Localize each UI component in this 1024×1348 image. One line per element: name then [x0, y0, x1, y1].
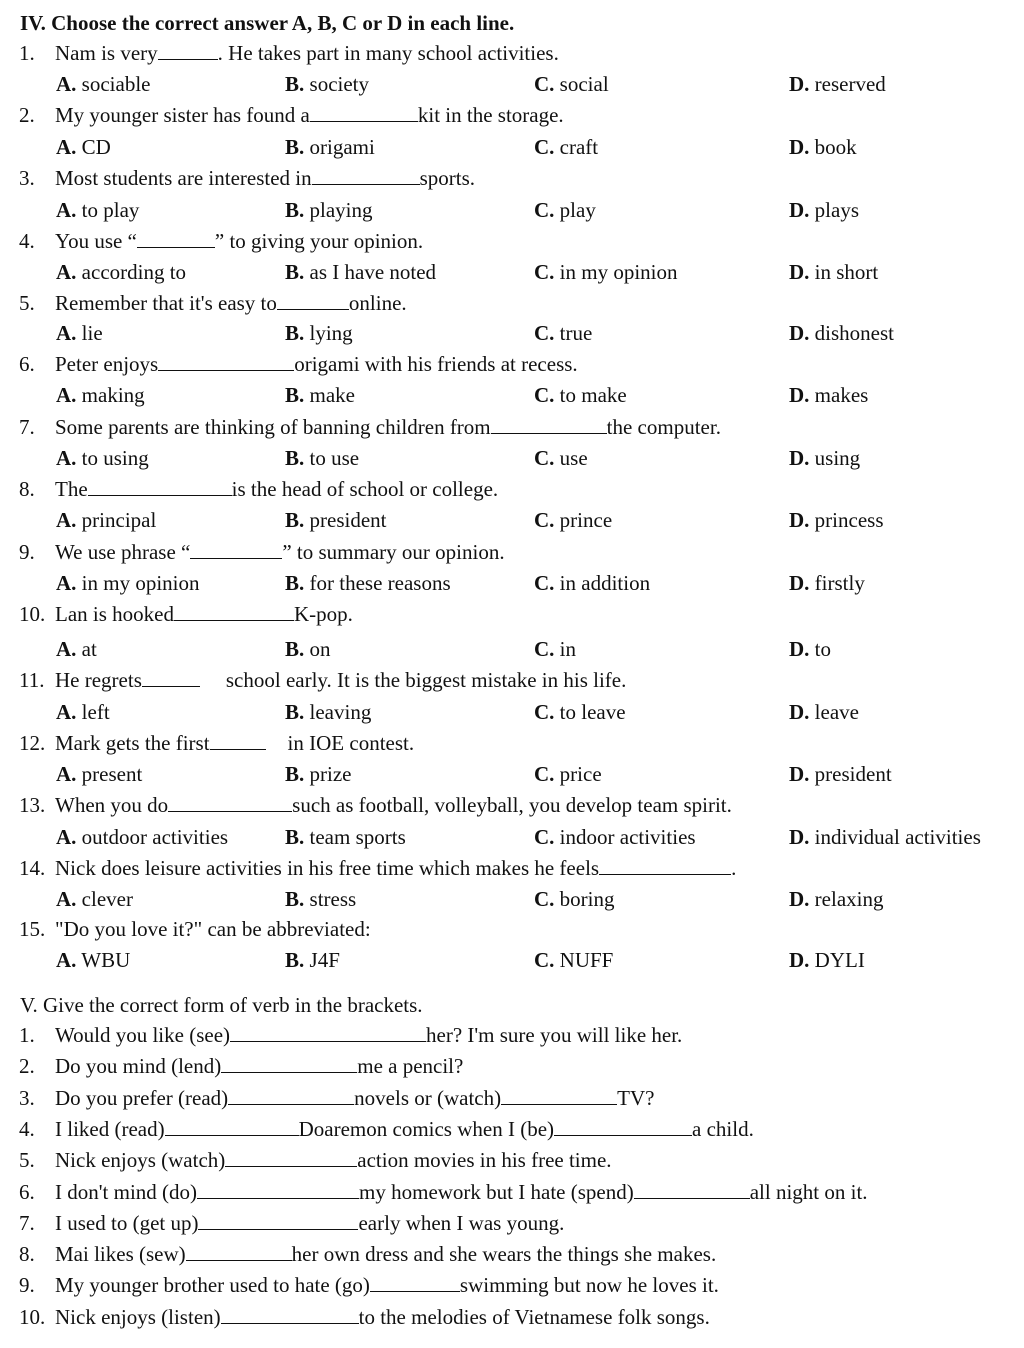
option-c[interactable]: C. use — [534, 446, 588, 470]
option-b[interactable]: B. team sports — [285, 825, 406, 849]
section-4-title: IV. Choose the correct answer A, B, C or D in each line. — [20, 11, 515, 35]
question-number: 7. — [19, 415, 35, 439]
question-number: 1. — [19, 41, 35, 65]
option-d[interactable]: D. reserved — [789, 72, 886, 96]
answer-blank[interactable] — [88, 477, 232, 496]
option-b[interactable]: B. stress — [285, 887, 357, 911]
question-number: 5. — [19, 291, 35, 315]
item-number: 1. — [19, 1023, 35, 1047]
option-b[interactable]: B. prize — [285, 762, 352, 786]
option-c[interactable]: C. prince — [534, 508, 613, 532]
option-a[interactable]: A. WBU — [56, 948, 131, 972]
answer-blank[interactable] — [370, 1273, 460, 1292]
option-d[interactable]: D. president — [789, 762, 892, 786]
option-b[interactable]: B. as I have noted — [285, 260, 437, 284]
option-b[interactable]: B. for these reasons — [285, 571, 451, 595]
item-text: Do you prefer (read) novels or (watch) TV? — [55, 1086, 655, 1110]
option-a[interactable]: A. present — [56, 762, 143, 786]
option-d[interactable]: D. princess — [789, 508, 884, 532]
question-number: 4. — [19, 229, 35, 253]
item-text: Nick enjoys (listen) to the melodies of Vietnamese folk songs. — [55, 1305, 710, 1329]
option-b[interactable]: B. lying — [285, 321, 353, 345]
question-number: 11. — [19, 668, 45, 692]
option-a[interactable]: A. left — [56, 700, 110, 724]
option-d[interactable]: D. DYLI — [789, 948, 865, 972]
option-a[interactable]: A. making — [56, 383, 145, 407]
item-number: 7. — [19, 1211, 35, 1235]
answer-blank[interactable] — [210, 731, 266, 750]
item-text: I liked (read) Doaremon comics when I (be) a child. — [55, 1117, 754, 1141]
question-text: Nam is very . He takes part in many school activities. — [55, 41, 559, 65]
question-text: Peter enjoys origami with his friends at recess. — [55, 352, 578, 376]
answer-blank[interactable] — [554, 1117, 692, 1136]
option-c[interactable]: C. social — [534, 72, 609, 96]
option-d[interactable]: D. firstly — [789, 571, 865, 595]
answer-blank[interactable] — [310, 103, 418, 122]
question-text: When you do such as football, volleyball, you develop team spirit. — [55, 793, 732, 817]
option-a[interactable]: A. to using — [56, 446, 149, 470]
option-a[interactable]: A. outdoor activities — [56, 825, 229, 849]
item-text: I don't mind (do) my homework but I hate (spend) all night on it. — [55, 1180, 868, 1204]
option-b[interactable]: B. J4F — [285, 948, 340, 972]
question-number: 15. — [19, 917, 46, 941]
option-d[interactable]: D. using — [789, 446, 861, 470]
answer-blank[interactable] — [228, 1086, 354, 1105]
answer-blank[interactable] — [221, 1054, 357, 1073]
option-d[interactable]: D. to — [789, 637, 832, 661]
question-text: Mark gets the first in IOE contest. — [55, 731, 415, 755]
option-c[interactable]: C. true — [534, 321, 593, 345]
option-c[interactable]: C. in my opinion — [534, 260, 678, 284]
question-number: 13. — [19, 793, 46, 817]
question-text: He regrets school early. It is the biggest mistake in his life. — [55, 668, 627, 692]
answer-blank[interactable] — [186, 1242, 292, 1261]
item-text: Mai likes (sew) her own dress and she wears the things she makes. — [55, 1242, 717, 1266]
answer-blank[interactable] — [221, 1305, 359, 1324]
option-c[interactable]: C. NUFF — [534, 948, 614, 972]
question-text: The is the head of school or college. — [55, 477, 499, 501]
answer-blank[interactable] — [501, 1086, 617, 1105]
item-text: Do you mind (lend) me a pencil? — [55, 1054, 464, 1078]
question-text: Remember that it's easy to online. — [55, 291, 407, 315]
option-a[interactable]: A. clever — [56, 887, 133, 911]
question-text: Some parents are thinking of banning children from the computer. — [55, 415, 721, 439]
question-text: My younger sister has found a kit in the storage. — [55, 103, 564, 127]
item-number: 5. — [19, 1148, 35, 1172]
item-text: My younger brother used to hate (go) swimming but now he loves it. — [55, 1273, 719, 1297]
answer-blank[interactable] — [168, 793, 292, 812]
question-text: Nick does leisure activities in his free time which makes he feels . — [55, 856, 737, 880]
answer-blank[interactable] — [198, 1211, 358, 1230]
option-c[interactable]: C. price — [534, 762, 602, 786]
option-b[interactable]: B. origami — [285, 135, 375, 159]
option-a[interactable]: A. sociable — [56, 72, 151, 96]
option-d[interactable]: D. relaxing — [789, 887, 884, 911]
question-number: 9. — [19, 540, 35, 564]
answer-blank[interactable] — [599, 856, 731, 875]
option-a[interactable]: A. principal — [56, 508, 157, 532]
option-b[interactable]: B. on — [285, 637, 331, 661]
option-c[interactable]: C. craft — [534, 135, 599, 159]
question-number: 3. — [19, 166, 35, 190]
answer-blank[interactable] — [312, 166, 420, 185]
question-number: 12. — [19, 731, 46, 755]
question-number: 2. — [19, 103, 35, 127]
option-c[interactable]: C. to leave — [534, 700, 626, 724]
option-c[interactable]: C. boring — [534, 887, 615, 911]
item-text: Nick enjoys (watch) action movies in his free time. — [55, 1148, 612, 1172]
option-a[interactable]: A. in my opinion — [56, 571, 200, 595]
item-number: 8. — [19, 1242, 35, 1266]
option-a[interactable]: A. at — [56, 637, 97, 661]
option-d[interactable]: D. individual activities — [789, 825, 981, 849]
option-d[interactable]: D. leave — [789, 700, 859, 724]
option-b[interactable]: B. president — [285, 508, 387, 532]
question-number: 8. — [19, 477, 35, 501]
option-b[interactable]: B. society — [285, 72, 369, 96]
answer-blank[interactable] — [142, 668, 200, 687]
question-text: We use phrase “ ” to summary our opinion. — [55, 540, 505, 564]
answer-blank[interactable] — [165, 1117, 299, 1136]
question-text: Lan is hooked K-pop. — [55, 602, 353, 626]
option-d[interactable]: D. dishonest — [789, 321, 895, 345]
option-d[interactable]: D. plays — [789, 198, 859, 222]
option-a[interactable]: A. according to — [56, 260, 187, 284]
item-number: 4. — [19, 1117, 35, 1141]
item-text: I used to (get up) early when I was young. — [55, 1211, 565, 1235]
question-number: 6. — [19, 352, 35, 376]
option-b[interactable]: B. leaving — [285, 700, 372, 724]
answer-blank[interactable] — [197, 1180, 359, 1199]
answer-blank[interactable] — [158, 352, 294, 371]
option-c[interactable]: C. play — [534, 198, 596, 222]
answer-blank[interactable] — [491, 415, 607, 434]
question-number: 14. — [19, 856, 46, 880]
question-text: You use “ ” to giving your opinion. — [55, 229, 424, 253]
option-d[interactable]: D. in short — [789, 260, 879, 284]
option-d[interactable]: D. makes — [789, 383, 869, 407]
answer-blank[interactable] — [277, 291, 349, 310]
option-b[interactable]: B. playing — [285, 198, 373, 222]
option-c[interactable]: C. in — [534, 637, 577, 661]
option-c[interactable]: C. to make — [534, 383, 627, 407]
answer-blank[interactable] — [190, 540, 282, 559]
answer-blank[interactable] — [230, 1023, 426, 1042]
answer-blank[interactable] — [137, 229, 215, 248]
option-c[interactable]: C. in addition — [534, 571, 651, 595]
section-5-title: V. Give the correct form of verb in the brackets. — [20, 993, 423, 1017]
item-number: 3. — [19, 1086, 35, 1110]
item-number: 10. — [19, 1305, 46, 1329]
question-text: Most students are interested in sports. — [55, 166, 476, 190]
option-c[interactable]: C. indoor activities — [534, 825, 696, 849]
item-number: 6. — [19, 1180, 35, 1204]
item-text: Would you like (see) her? I'm sure you will like her. — [55, 1023, 683, 1047]
question-text: "Do you love it?" can be abbreviated: — [55, 917, 371, 941]
item-number: 2. — [19, 1054, 35, 1078]
option-a[interactable]: A. lie — [56, 321, 103, 345]
option-d[interactable]: D. book — [789, 135, 857, 159]
option-a[interactable]: A. CD — [56, 135, 111, 159]
option-b[interactable]: B. to use — [285, 446, 360, 470]
question-number: 10. — [19, 602, 46, 626]
option-a[interactable]: A. to play — [56, 198, 140, 222]
option-b[interactable]: B. make — [285, 383, 355, 407]
answer-blank[interactable] — [158, 41, 218, 60]
answer-blank[interactable] — [174, 602, 294, 621]
answer-blank[interactable] — [225, 1148, 357, 1167]
item-number: 9. — [19, 1273, 35, 1297]
answer-blank[interactable] — [634, 1180, 750, 1199]
